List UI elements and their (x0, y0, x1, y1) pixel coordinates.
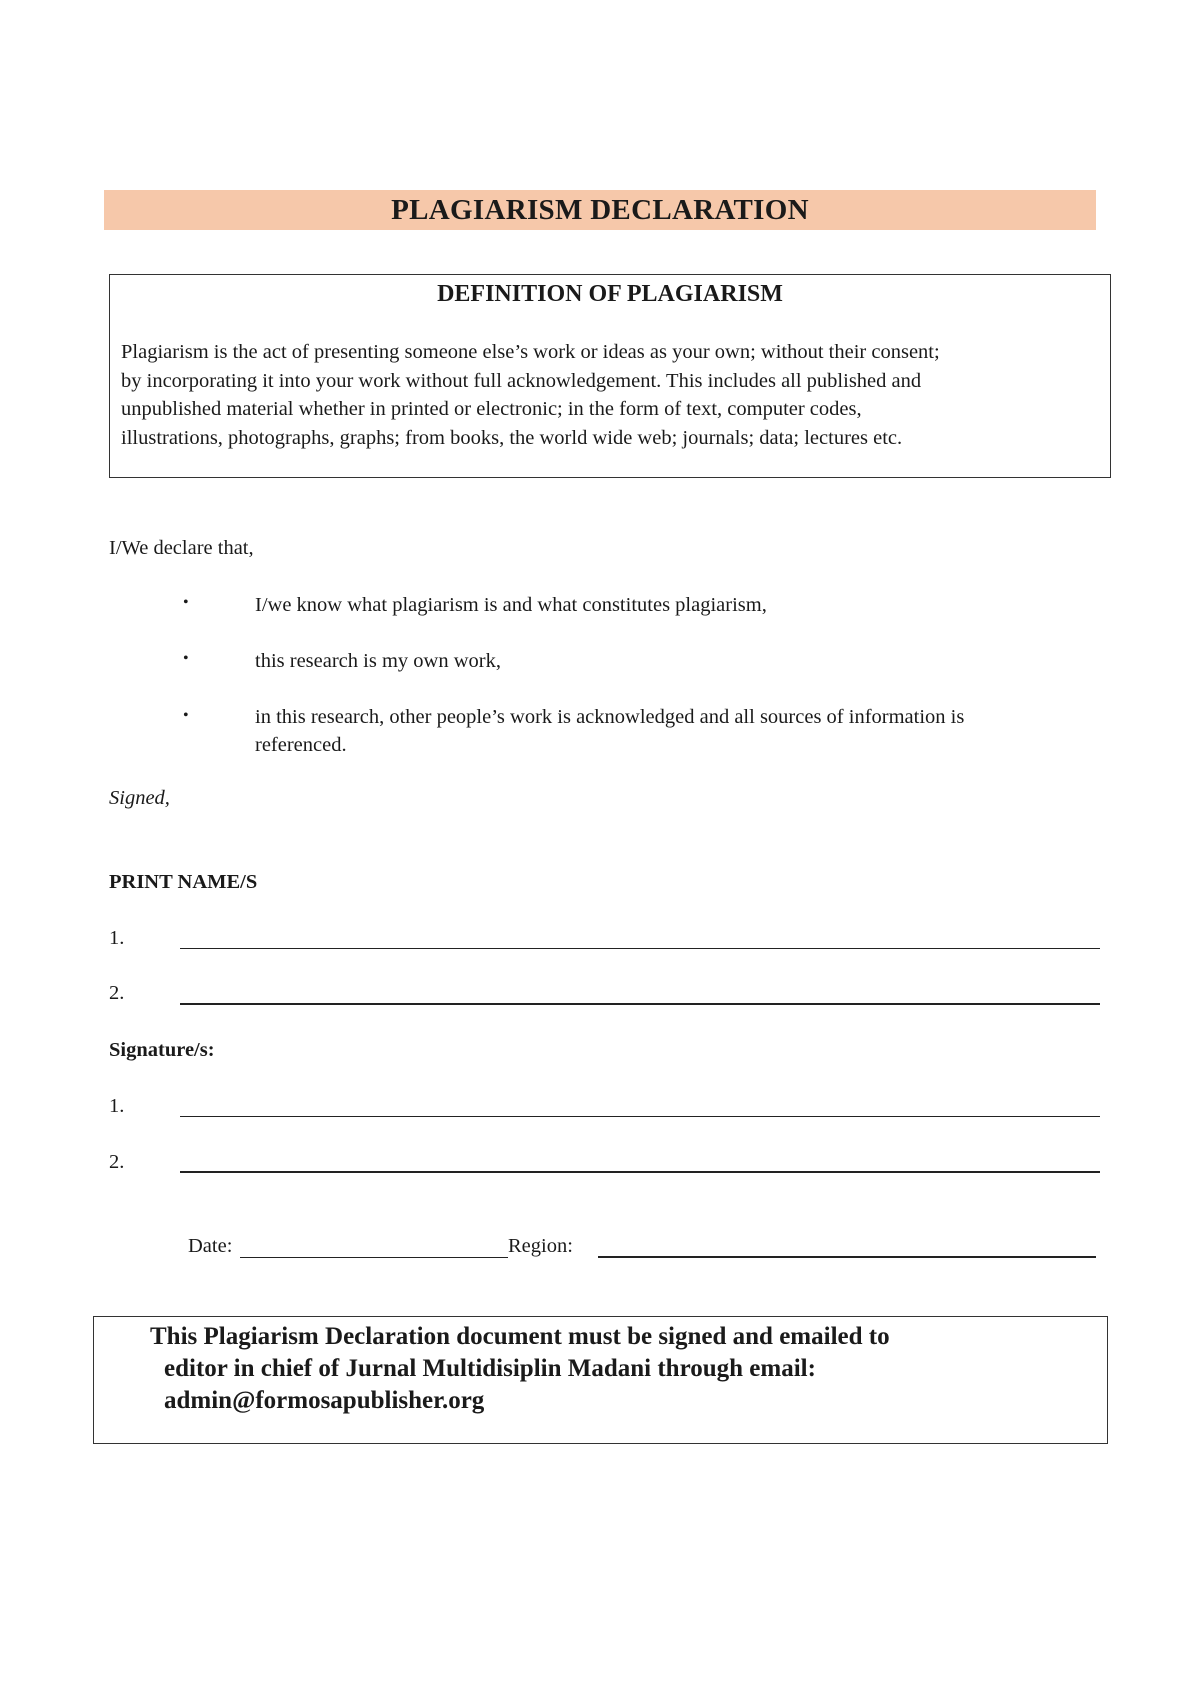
date-label: Date: (188, 1235, 233, 1257)
footer-line: editor in chief of Jurnal Multidisiplin Madani through email: (164, 1355, 816, 1382)
declaration-bullet: in this research, other people’s work is acknowledged and all sources of information is referenced. (255, 706, 965, 756)
signature-field-1[interactable] (180, 1116, 1100, 1117)
signature-number: 2. (109, 1151, 125, 1173)
print-names-label: PRINT NAME/S (109, 871, 258, 893)
signatures-label: Signature/s: (109, 1039, 215, 1061)
declaration-intro: I/We declare that, (109, 537, 254, 559)
footer-line: This Plagiarism Declaration document must be signed and emailed to (150, 1323, 890, 1350)
region-label: Region: (508, 1235, 573, 1257)
footer-email: admin@formosapublisher.org (164, 1387, 485, 1414)
print-name-number: 1. (109, 927, 125, 949)
definition-heading: DEFINITION OF PLAGIARISM (437, 281, 783, 307)
bullet-dot: • (183, 650, 189, 667)
title-banner (104, 190, 1096, 230)
print-name-field-2[interactable] (180, 1003, 1100, 1005)
definition-body (121, 338, 1096, 452)
definition-line: unpublished material whether in printed or electronic; in the form of text, computer codes, (121, 398, 862, 420)
definition-line: by incorporating it into your work without full acknowledgement. This includes all published and (121, 369, 922, 392)
page-title: PLAGIARISM DECLARATION (391, 193, 809, 226)
date-field[interactable] (240, 1257, 508, 1258)
bullet-dot: • (183, 594, 189, 611)
region-field[interactable] (598, 1256, 1096, 1258)
print-name-field-1[interactable] (180, 948, 1100, 949)
definition-line: illustrations, photographs, graphs; from books, the world wide web; journals; data; lectures etc. (121, 426, 903, 449)
signed-label: Signed, (109, 787, 170, 809)
definition-box (109, 274, 1111, 478)
declaration-bullet: this research is my own work, (255, 650, 501, 672)
declaration-bullet: I/we know what plagiarism is and what constitutes plagiarism, (255, 594, 767, 616)
signature-number: 1. (109, 1095, 125, 1117)
bullet-dot: • (183, 707, 189, 724)
print-name-number: 2. (109, 982, 125, 1004)
footer-notice-box (93, 1316, 1108, 1444)
signature-field-2[interactable] (180, 1171, 1100, 1173)
definition-line: Plagiarism is the act of presenting someone else’s work or ideas as your own; without their consent; (121, 341, 940, 363)
